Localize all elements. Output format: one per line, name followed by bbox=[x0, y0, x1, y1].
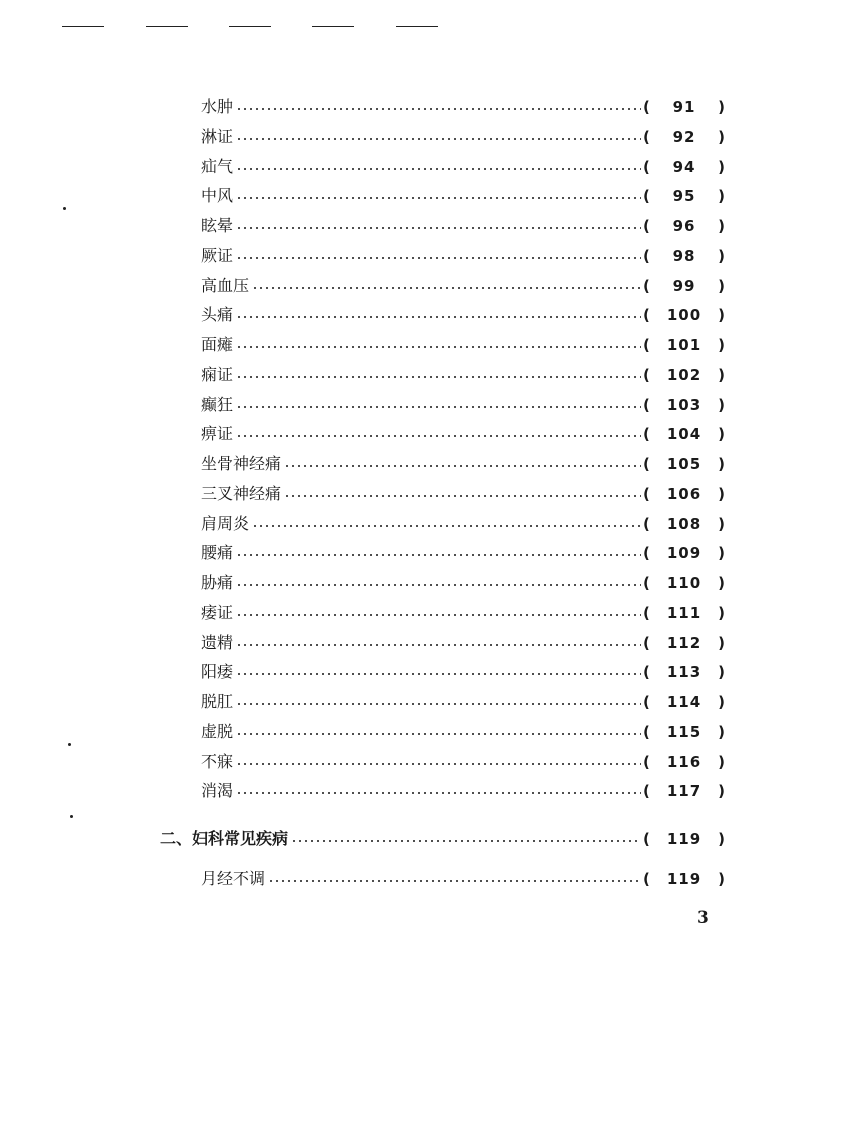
toc-page-number: 98 bbox=[672, 246, 696, 265]
toc-entry-title: 厥证 bbox=[201, 245, 234, 265]
toc-entry-title: 虚脱 bbox=[201, 721, 234, 741]
scan-speck bbox=[68, 743, 71, 746]
paren-close: ) bbox=[718, 336, 725, 354]
toc-entry-title: 消渴 bbox=[201, 781, 234, 801]
paren-close: ) bbox=[718, 127, 725, 146]
paren-open: ( bbox=[643, 98, 650, 116]
toc-page-number: 91 bbox=[672, 98, 696, 116]
dot-leader bbox=[236, 603, 641, 623]
header-rule bbox=[312, 26, 354, 27]
paren-open: ( bbox=[643, 425, 650, 444]
toc-entry-title: 腰痛 bbox=[201, 543, 234, 563]
paren-open: ( bbox=[643, 830, 650, 848]
toc-page-reference bbox=[643, 276, 725, 296]
toc-page-reference bbox=[643, 692, 725, 712]
dot-leader bbox=[236, 573, 641, 593]
toc-entry bbox=[201, 598, 725, 628]
header-rule bbox=[229, 26, 271, 27]
paren-close: ) bbox=[718, 633, 725, 652]
dot-leader bbox=[236, 692, 641, 712]
dot-leader bbox=[236, 186, 641, 206]
dot-leader bbox=[236, 781, 641, 801]
toc-entry-title: 中风 bbox=[201, 186, 234, 206]
toc-page-reference bbox=[643, 543, 725, 563]
toc-entry-title: 月经不调 bbox=[201, 869, 266, 888]
dot-leader bbox=[236, 752, 641, 772]
toc-entry bbox=[201, 181, 725, 211]
dot-leader bbox=[236, 335, 641, 355]
toc-page-reference bbox=[643, 335, 725, 355]
dot-leader bbox=[236, 633, 641, 653]
header-rule bbox=[146, 26, 188, 27]
toc-entry-title: 坐骨神经痛 bbox=[201, 454, 282, 473]
toc-entry bbox=[201, 152, 725, 182]
dot-leader bbox=[236, 662, 641, 682]
toc-entry bbox=[201, 687, 725, 717]
toc-entry bbox=[201, 419, 725, 449]
paren-close: ) bbox=[718, 830, 725, 848]
toc-page-reference bbox=[643, 97, 725, 117]
toc-page-number: 111 bbox=[666, 603, 702, 622]
toc-section-heading bbox=[160, 824, 725, 854]
paren-open: ( bbox=[643, 455, 650, 473]
paren-close: ) bbox=[718, 217, 725, 235]
toc-page-reference bbox=[643, 603, 725, 623]
toc-entry bbox=[201, 271, 725, 301]
toc-page-reference bbox=[643, 573, 725, 593]
paren-close: ) bbox=[718, 395, 725, 414]
paren-open: ( bbox=[643, 246, 650, 265]
toc-page-number: 101 bbox=[666, 336, 702, 354]
toc-page-number: 108 bbox=[666, 514, 702, 533]
toc-entry bbox=[201, 747, 725, 777]
dot-leader bbox=[236, 365, 641, 385]
toc-entry bbox=[201, 657, 725, 687]
toc-entry-title: 痫证 bbox=[201, 364, 234, 384]
paren-close: ) bbox=[718, 306, 725, 325]
toc-page-reference bbox=[643, 869, 725, 889]
toc-entry-title: 遗精 bbox=[201, 632, 234, 652]
toc-entry bbox=[201, 449, 725, 479]
paren-open: ( bbox=[643, 870, 650, 888]
dot-leader bbox=[252, 514, 641, 534]
toc-page-reference bbox=[643, 395, 725, 415]
toc-page-number: 117 bbox=[666, 782, 702, 801]
dot-leader bbox=[284, 484, 641, 504]
toc-entry bbox=[201, 568, 725, 598]
toc-page-number: 92 bbox=[672, 127, 696, 146]
page-number: 3 bbox=[697, 908, 709, 928]
toc-entry-title: 高血压 bbox=[201, 275, 250, 295]
dot-leader bbox=[236, 722, 641, 742]
paren-close: ) bbox=[718, 425, 725, 444]
toc-page-number: 110 bbox=[666, 574, 702, 592]
paren-open: ( bbox=[643, 336, 650, 354]
dot-leader bbox=[236, 424, 641, 444]
paren-open: ( bbox=[643, 395, 650, 414]
dot-leader bbox=[268, 869, 641, 889]
toc-page-number: 106 bbox=[666, 484, 702, 503]
toc-page-number: 95 bbox=[672, 187, 696, 206]
dot-leader bbox=[236, 97, 641, 117]
toc-entry-title: 脱肛 bbox=[201, 692, 234, 711]
paren-close: ) bbox=[718, 276, 725, 295]
toc-page-number: 113 bbox=[666, 663, 702, 682]
toc-page-number: 94 bbox=[672, 157, 696, 176]
toc-page-number: 109 bbox=[666, 544, 702, 563]
paren-close: ) bbox=[718, 603, 725, 622]
toc-entry bbox=[201, 390, 725, 420]
toc-page-reference bbox=[643, 216, 725, 236]
toc-entry bbox=[201, 211, 725, 241]
toc-entry bbox=[201, 717, 725, 747]
paren-open: ( bbox=[643, 217, 650, 235]
paren-close: ) bbox=[718, 870, 725, 888]
toc-entry bbox=[201, 628, 725, 658]
toc-entry-title: 痹证 bbox=[201, 424, 234, 444]
toc-page-reference bbox=[643, 781, 725, 801]
dot-leader bbox=[252, 276, 641, 296]
dot-leader bbox=[236, 157, 641, 177]
toc-entry bbox=[201, 360, 725, 390]
paren-close: ) bbox=[718, 455, 725, 473]
toc-page-reference bbox=[643, 484, 725, 504]
paren-close: ) bbox=[718, 98, 725, 116]
toc-entry-title: 疝气 bbox=[201, 156, 234, 176]
paren-open: ( bbox=[643, 157, 650, 176]
scan-speck bbox=[70, 815, 73, 818]
toc-entry bbox=[201, 241, 725, 271]
toc-entry-title: 水肿 bbox=[201, 97, 234, 116]
dot-leader bbox=[284, 454, 641, 474]
toc-entry bbox=[201, 864, 725, 894]
toc-entry-title: 面瘫 bbox=[201, 335, 234, 354]
toc-entry-title: 头痛 bbox=[201, 305, 234, 325]
paren-open: ( bbox=[643, 484, 650, 503]
toc-page-reference bbox=[643, 752, 725, 772]
paren-open: ( bbox=[643, 663, 650, 682]
toc-page-reference bbox=[643, 186, 725, 206]
toc-page-number: 103 bbox=[666, 395, 702, 414]
toc-page-number: 100 bbox=[666, 306, 702, 325]
toc-page-number: 119 bbox=[666, 870, 702, 888]
toc-page-reference bbox=[643, 633, 725, 653]
toc-page-number: 99 bbox=[672, 276, 696, 295]
paren-close: ) bbox=[718, 484, 725, 503]
paren-open: ( bbox=[643, 276, 650, 295]
toc-page-reference bbox=[643, 305, 725, 325]
paren-open: ( bbox=[643, 365, 650, 384]
toc-entry-title: 阳痿 bbox=[201, 662, 234, 682]
toc-page-reference bbox=[643, 662, 725, 682]
header-rule bbox=[62, 26, 104, 27]
paren-close: ) bbox=[718, 365, 725, 384]
toc-entry-title: 肩周炎 bbox=[201, 513, 250, 533]
toc-entry-title: 眩晕 bbox=[201, 216, 234, 235]
paren-open: ( bbox=[643, 693, 650, 711]
toc-page-reference bbox=[643, 514, 725, 534]
toc-entry bbox=[201, 509, 725, 539]
dot-leader bbox=[236, 395, 641, 415]
paren-close: ) bbox=[718, 782, 725, 801]
paren-open: ( bbox=[643, 514, 650, 533]
paren-close: ) bbox=[718, 187, 725, 206]
scan-speck bbox=[63, 207, 66, 210]
toc-entry-title: 二、妇科常见疾病 bbox=[160, 829, 289, 848]
paren-close: ) bbox=[718, 157, 725, 176]
toc-entry bbox=[201, 330, 725, 360]
dot-leader bbox=[236, 216, 641, 236]
paren-close: ) bbox=[718, 574, 725, 592]
toc-page-reference bbox=[643, 246, 725, 266]
toc-page-number: 116 bbox=[666, 752, 702, 771]
toc-page-reference bbox=[643, 424, 725, 444]
toc-page-number: 105 bbox=[666, 455, 702, 473]
paren-close: ) bbox=[718, 663, 725, 682]
toc-entry-title: 癫狂 bbox=[201, 394, 234, 414]
paren-close: ) bbox=[718, 693, 725, 711]
toc-page-number: 112 bbox=[666, 633, 702, 652]
paren-open: ( bbox=[643, 722, 650, 741]
dot-leader bbox=[236, 127, 641, 147]
toc-entry bbox=[201, 300, 725, 330]
paren-open: ( bbox=[643, 127, 650, 146]
toc-page-number: 115 bbox=[666, 722, 702, 741]
paren-close: ) bbox=[718, 752, 725, 771]
toc-entry bbox=[201, 538, 725, 568]
toc-page-number: 96 bbox=[672, 217, 696, 235]
toc-page-reference bbox=[643, 157, 725, 177]
toc-entry bbox=[201, 122, 725, 152]
toc-entry-title: 三叉神经痛 bbox=[201, 483, 282, 503]
paren-open: ( bbox=[643, 782, 650, 801]
paren-open: ( bbox=[643, 574, 650, 592]
toc-page-reference bbox=[643, 722, 725, 742]
toc-page-reference bbox=[643, 127, 725, 147]
toc-entry bbox=[201, 776, 725, 806]
paren-open: ( bbox=[643, 544, 650, 563]
toc-page-number: 119 bbox=[666, 830, 702, 848]
toc-page-number: 102 bbox=[666, 365, 702, 384]
paren-open: ( bbox=[643, 603, 650, 622]
toc-entry-title: 痿证 bbox=[201, 602, 234, 622]
dot-leader bbox=[236, 305, 641, 325]
toc-entry-title: 胁痛 bbox=[201, 573, 234, 592]
paren-open: ( bbox=[643, 752, 650, 771]
toc-entry-title: 不寐 bbox=[201, 751, 234, 771]
toc-page-reference bbox=[643, 454, 725, 474]
paren-open: ( bbox=[643, 306, 650, 325]
dot-leader bbox=[291, 829, 641, 849]
toc-entry-title: 淋证 bbox=[201, 126, 234, 146]
toc-entry bbox=[201, 479, 725, 509]
paren-close: ) bbox=[718, 514, 725, 533]
toc-page-reference bbox=[643, 365, 725, 385]
toc-page-reference bbox=[643, 829, 725, 849]
header-rule bbox=[396, 26, 438, 27]
toc-page-number: 114 bbox=[666, 693, 702, 711]
paren-close: ) bbox=[718, 722, 725, 741]
paren-open: ( bbox=[643, 633, 650, 652]
paren-open: ( bbox=[643, 187, 650, 206]
dot-leader bbox=[236, 246, 641, 266]
paren-close: ) bbox=[718, 246, 725, 265]
toc-entry bbox=[201, 92, 725, 122]
paren-close: ) bbox=[718, 544, 725, 563]
dot-leader bbox=[236, 543, 641, 563]
toc-page-number: 104 bbox=[666, 425, 702, 444]
